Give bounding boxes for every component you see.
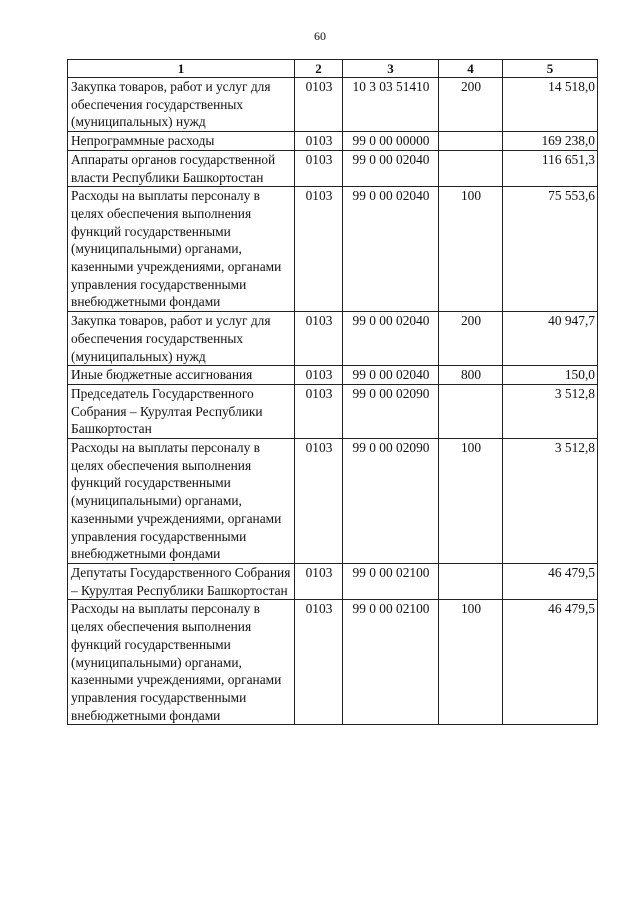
row-amount: 46 479,5 — [503, 600, 598, 725]
table-row — [68, 312, 598, 366]
row-code: 99 0 00 02040 — [343, 150, 439, 186]
row-section: 0103 — [295, 150, 343, 186]
row-code: 99 0 00 02040 — [343, 187, 439, 312]
row-name: Закупка товаров, работ и услуг для обеспечения государственных (муниципальных) нужд — [68, 78, 295, 132]
row-type: 100 — [439, 187, 503, 312]
header-col-3: 3 — [343, 60, 439, 78]
row-code: 99 0 00 02040 — [343, 312, 439, 366]
header-col-4: 4 — [439, 60, 503, 78]
row-code: 99 0 00 02100 — [343, 563, 439, 599]
row-amount: 40 947,7 — [503, 312, 598, 366]
row-section: 0103 — [295, 187, 343, 312]
row-section: 0103 — [295, 563, 343, 599]
table-row — [68, 132, 598, 151]
row-code: 99 0 00 02090 — [343, 439, 439, 564]
budget-table — [67, 59, 598, 725]
row-name: Закупка товаров, работ и услуг для обеспечения государственных (муниципальных) нужд — [68, 312, 295, 366]
row-type: 100 — [439, 439, 503, 564]
row-section: 0103 — [295, 366, 343, 385]
row-name: Расходы на выплаты персоналу в целях обеспечения выполнения функций государственными (муниципальными) органами, казенными учреждениями, органами управления государственными внебюджетными фондами — [68, 600, 295, 725]
row-name: Расходы на выплаты персоналу в целях обеспечения выполнения функций государственными (муниципальными) органами, казенными учреждениями, органами управления государственными внебюджетными фондами — [68, 439, 295, 564]
table-row — [68, 78, 598, 132]
row-name: Депутаты Государственного Собрания – Курултая Республики Башкортостан — [68, 563, 295, 599]
row-amount: 3 512,8 — [503, 439, 598, 564]
row-name: Аппараты органов государственной власти Республики Башкортостан — [68, 150, 295, 186]
header-col-1: 1 — [68, 60, 295, 78]
row-type — [439, 563, 503, 599]
row-section: 0103 — [295, 384, 343, 438]
table-row — [68, 600, 598, 725]
row-section: 0103 — [295, 439, 343, 564]
table-header-row — [68, 60, 598, 78]
row-code: 99 0 00 02090 — [343, 384, 439, 438]
row-code: 99 0 00 02040 — [343, 366, 439, 385]
header-col-2: 2 — [295, 60, 343, 78]
row-section: 0103 — [295, 312, 343, 366]
header-col-5: 5 — [503, 60, 598, 78]
row-amount: 116 651,3 — [503, 150, 598, 186]
row-name: Председатель Государственного Собрания – Курултая Республики Башкортостан — [68, 384, 295, 438]
row-type: 100 — [439, 600, 503, 725]
table-row — [68, 384, 598, 438]
row-name: Иные бюджетные ассигнования — [68, 366, 295, 385]
row-section: 0103 — [295, 78, 343, 132]
row-code: 99 0 00 00000 — [343, 132, 439, 151]
row-amount: 150,0 — [503, 366, 598, 385]
page-number: 60 — [314, 29, 326, 43]
table-row — [68, 439, 598, 564]
row-name: Непрограммные расходы — [68, 132, 295, 151]
row-section: 0103 — [295, 600, 343, 725]
row-type: 200 — [439, 78, 503, 132]
row-amount: 14 518,0 — [503, 78, 598, 132]
table-row — [68, 366, 598, 385]
row-type — [439, 132, 503, 151]
row-name: Расходы на выплаты персоналу в целях обеспечения выполнения функций государственными (муниципальными) органами, казенными учреждениями, органами управления государственными внебюджетными фондами — [68, 187, 295, 312]
row-type: 800 — [439, 366, 503, 385]
table-row — [68, 563, 598, 599]
row-type — [439, 150, 503, 186]
table-row — [68, 187, 598, 312]
row-amount: 169 238,0 — [503, 132, 598, 151]
row-amount: 75 553,6 — [503, 187, 598, 312]
row-section: 0103 — [295, 132, 343, 151]
row-type — [439, 384, 503, 438]
table-row — [68, 150, 598, 186]
row-code: 99 0 00 02100 — [343, 600, 439, 725]
row-amount: 46 479,5 — [503, 563, 598, 599]
row-type: 200 — [439, 312, 503, 366]
row-amount: 3 512,8 — [503, 384, 598, 438]
row-code: 10 3 03 51410 — [343, 78, 439, 132]
